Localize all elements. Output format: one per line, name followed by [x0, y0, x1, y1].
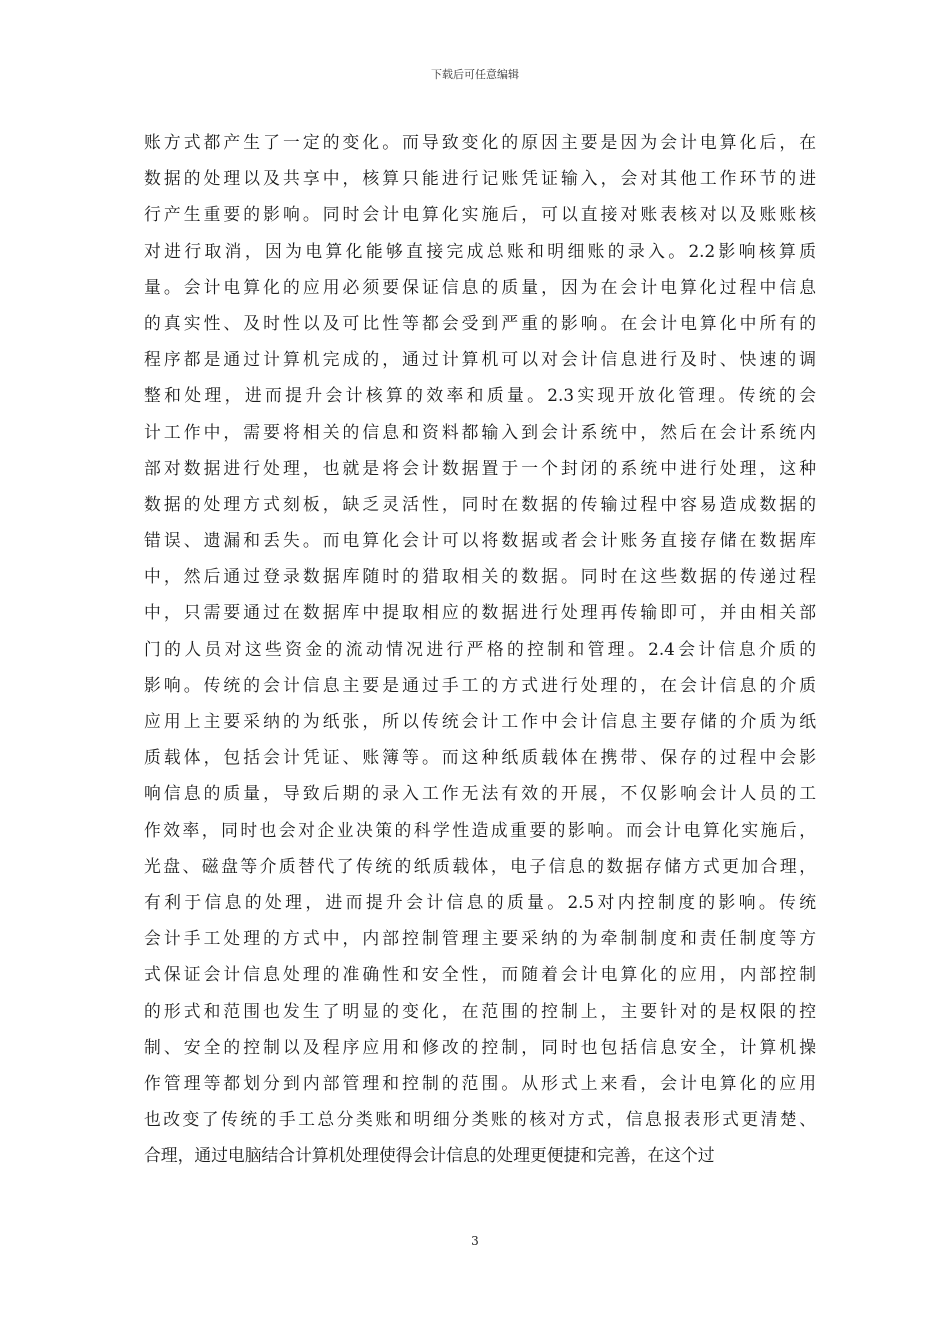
text-line: 错误、遗漏和丢失。而电算化会计可以将数据或者会计账务直接存储在数据库 — [144, 530, 816, 551]
text-line: 也改变了传统的手工总分类账和明细分类账的核对方式，信息报表形式更清楚、 — [144, 1109, 816, 1130]
text-line: 账方式都产生了一定的变化。而导致变化的原因主要是因为会计电算化后，在 — [144, 132, 816, 152]
page-number: 3 — [471, 1234, 479, 1248]
text-line: 有利于信息的处理，进而提升会计信息的质量。2.5对内控制度的影响。传统 — [144, 891, 816, 912]
text-line: 质载体，包括会计凭证、账簿等。而这种纸质载体在携带、保存的过程中会影 — [144, 747, 816, 768]
text-line: 门的人员对这些资金的流动情况进行严格的控制和管理。2.4会计信息介质的 — [144, 638, 816, 659]
text-line: 计工作中，需要将相关的信息和资料都输入到会计系统中，然后在会计系统内 — [144, 421, 816, 442]
text-line: 光盘、磁盘等介质替代了传统的纸质载体，电子信息的数据存储方式更加合理， — [144, 855, 816, 876]
text-line: 程序都是通过计算机完成的，通过计算机可以对会计信息进行及时、快速的调 — [144, 349, 816, 370]
text-line: 部对数据进行处理，也就是将会计数据置于一个封闭的系统中进行处理，这种 — [144, 457, 816, 478]
text-line: 行产生重要的影响。同时会计电算化实施后，可以直接对账表核对以及账账核 — [144, 204, 816, 225]
text-line: 中，然后通过登录数据库随时的猎取相关的数据。同时在这些数据的传递过程 — [144, 566, 816, 587]
text-line: 响信息的质量，导致后期的录入工作无法有效的开展，不仅影响会计人员的工 — [144, 783, 816, 804]
text-line: 合理，通过电脑结合计算机处理使得会计信息的处理更便捷和完善，在这个过 — [144, 1145, 715, 1166]
text-line: 量。会计电算化的应用必须要保证信息的质量，因为在会计电算化过程中信息 — [144, 276, 816, 297]
text-line: 整和处理，进而提升会计核算的效率和质量。2.3实现开放化管理。传统的会 — [144, 385, 816, 406]
text-line: 数据的处理以及共享中，核算只能进行记账凭证输入，会对其他工作环节的进 — [144, 168, 816, 189]
text-line: 作效率，同时也会对企业决策的科学性造成重要的影响。而会计电算化实施后， — [144, 819, 816, 840]
text-line: 的真实性、及时性以及可比性等都会受到严重的影响。在会计电算化中所有的 — [144, 312, 816, 333]
text-line: 式保证会计信息处理的准确性和安全性，而随着会计电算化的应用，内部控制 — [144, 964, 816, 985]
text-line: 中，只需要通过在数据库中提取相应的数据进行处理再传输即可，并由相关部 — [144, 602, 816, 623]
body-text — [144, 124, 816, 1173]
text-line: 应用上主要采纳的为纸张，所以传统会计工作中会计信息主要存储的介质为纸 — [144, 711, 816, 731]
text-line: 数据的处理方式刻板，缺乏灵活性，同时在数据的传输过程中容易造成数据的 — [144, 493, 816, 514]
text-line: 会计手工处理的方式中，内部控制管理主要采纳的为牵制制度和责任制度等方 — [144, 928, 816, 949]
text-line: 制、安全的控制以及程序应用和修改的控制，同时也包括信息安全，计算机操 — [144, 1036, 816, 1057]
text-line: 的形式和范围也发生了明显的变化，在范围的控制上，主要针对的是权限的控 — [144, 1000, 816, 1021]
text-line: 作管理等都划分到内部管理和控制的范围。从形式上来看，会计电算化的应用 — [144, 1072, 816, 1093]
page-header: 下载后可任意编辑 — [431, 68, 519, 81]
text-line: 对进行取消，因为电算化能够直接完成总账和明细账的录入。2.2影响核算质 — [144, 240, 816, 261]
text-line: 影响。传统的会计信息主要是通过手工的方式进行处理的，在会计信息的介质 — [144, 674, 816, 695]
